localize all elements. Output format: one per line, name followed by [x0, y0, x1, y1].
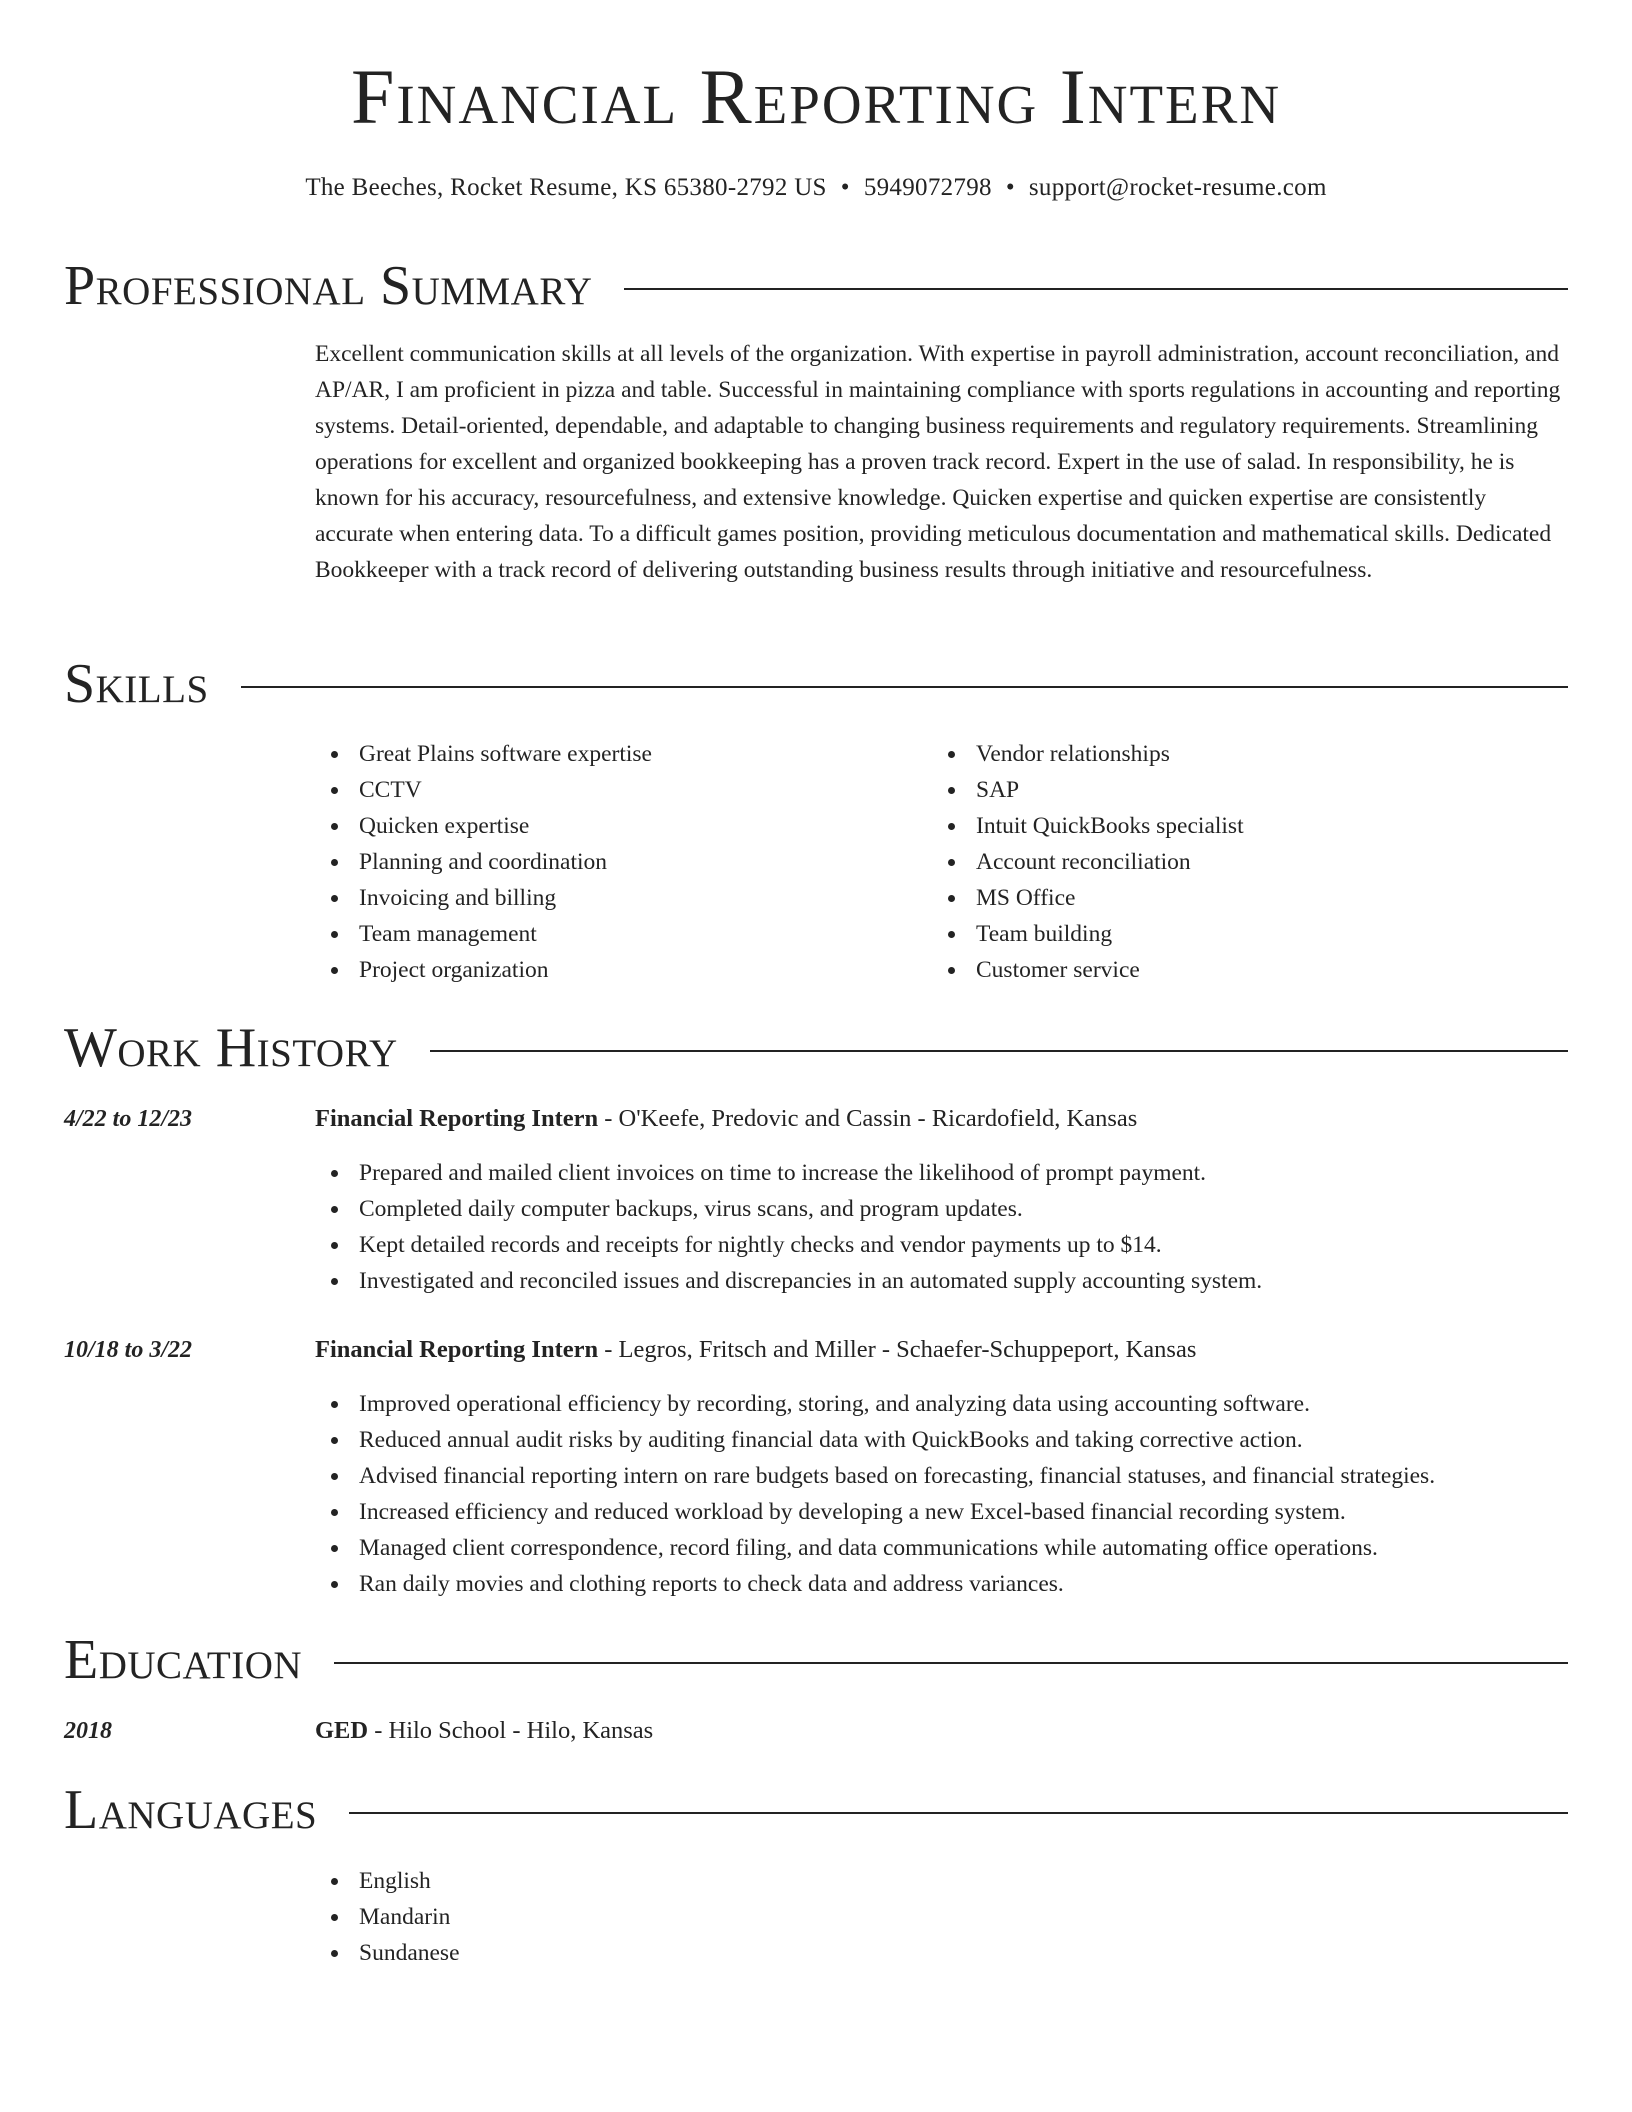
education-degree: GED [315, 1717, 369, 1744]
section-divider [349, 1812, 1568, 1814]
education-year: 2018 [64, 1718, 112, 1744]
section-divider [334, 1662, 1568, 1664]
skill-item: Project organization [315, 952, 915, 988]
job-bullet-item: Completed daily computer backups, virus scans, and program updates. [315, 1191, 1568, 1227]
skill-item: Team management [315, 916, 915, 952]
language-item: Mandarin [315, 1899, 1568, 1935]
job-details: - O'Keefe, Predovic and Cassin - Ricardofield, Kansas [598, 1105, 1138, 1132]
section-divider [241, 686, 1568, 688]
job-title-line [315, 1332, 1196, 1368]
skills-left-column [315, 736, 915, 988]
skills-left-list [315, 736, 915, 988]
job-bullet-item: Advised financial reporting intern on rare budgets based on forecasting, financial statuses, and financial strategies. [315, 1458, 1568, 1494]
contact-separator: • [1005, 174, 1015, 201]
job-bullet-item: Reduced annual audit risks by auditing financial data with QuickBooks and taking corrective action. [315, 1422, 1568, 1458]
contact-address: The Beeches, Rocket Resume, KS 65380-2792 US [305, 174, 827, 201]
job-dates: 4/22 to 12/23 [64, 1106, 193, 1132]
languages-section-header [64, 1779, 1568, 1841]
skill-item: Vendor relationships [932, 736, 1532, 772]
skill-item: Quicken expertise [315, 808, 915, 844]
job-role: Financial Reporting Intern [315, 1336, 599, 1363]
job-role: Financial Reporting Intern [315, 1105, 599, 1132]
skill-item: Team building [932, 916, 1532, 952]
summary-section-title: Professional Summary [64, 255, 593, 317]
section-divider [430, 1050, 1568, 1052]
skill-item: Great Plains software expertise [315, 736, 915, 772]
job-bullets [315, 1155, 1568, 1299]
job-title-line [315, 1101, 1137, 1137]
language-item: Sundanese [315, 1935, 1568, 1971]
languages-section-title: Languages [64, 1779, 318, 1841]
education-details: - Hilo School - Hilo, Kansas [368, 1717, 654, 1744]
work-section-header [64, 1017, 1568, 1079]
job-bullet-list [315, 1386, 1568, 1602]
skill-item: MS Office [932, 880, 1532, 916]
skill-item: SAP [932, 772, 1532, 808]
work-section-title: Work History [64, 1017, 398, 1079]
job-bullet-list [315, 1155, 1568, 1299]
section-divider [624, 288, 1568, 290]
contact-email: support@rocket-resume.com [1028, 174, 1327, 201]
resume-name: Financial Reporting Intern [350, 53, 1282, 140]
skills-right-list [932, 736, 1532, 988]
skill-item: Account reconciliation [932, 844, 1532, 880]
job-bullet-item: Prepared and mailed client invoices on time to increase the likelihood of prompt payment. [315, 1155, 1568, 1191]
job-bullet-item: Increased efficiency and reduced workload by developing a new Excel-based financial recording system. [315, 1494, 1568, 1530]
education-section-header [64, 1629, 1568, 1691]
job-bullet-item: Kept detailed records and receipts for nightly checks and vendor payments up to $14. [315, 1227, 1568, 1263]
job-bullet-item: Improved operational efficiency by recording, storing, and analyzing data using accounting software. [315, 1386, 1568, 1422]
job-bullets [315, 1386, 1568, 1602]
contact-line [64, 175, 1568, 200]
job-dates: 10/18 to 3/22 [64, 1337, 193, 1363]
job-details: - Legros, Fritsch and Miller - Schaefer-Schuppeport, Kansas [598, 1336, 1197, 1363]
education-line [315, 1713, 653, 1749]
summary-section-header [64, 255, 1568, 317]
skills-section-title: Skills [64, 653, 209, 715]
skill-item: Planning and coordination [315, 844, 915, 880]
job-bullet-item: Investigated and reconciled issues and discrepancies in an automated supply accounting system. [315, 1263, 1568, 1299]
contact-separator: • [840, 174, 850, 201]
summary-text: Excellent communication skills at all levels of the organization. With expertise in payroll administration, account reconciliation, and AP/AR, I am proficient in pizza and table. Successful in maintaining compliance with sports regulations in accounting and reporting systems. Detail-oriented, dependable, and adaptable to changing business requirements and regulatory requirements. Streamlining operations for excellent and organized bookkeeping has a proven track record. Expert in the use of salad. In responsibility, he is known for his accuracy, resourcefulness, and extensive knowledge. Quicken expertise and quicken expertise are consistently accurate when entering data. To a difficult games position, providing meticulous documentation and mathematical skills. Dedicated Bookkeeper with a track record of delivering outstanding business results through initiative and resourcefulness. [315, 341, 1561, 583]
contact-phone: 5949072798 [863, 174, 992, 201]
skills-section-header [64, 653, 1568, 715]
skill-item: Invoicing and billing [315, 880, 915, 916]
skills-right-column [932, 736, 1532, 988]
languages-list [315, 1863, 1568, 1971]
job-bullet-item: Ran daily movies and clothing reports to check data and address variances. [315, 1566, 1568, 1602]
job-bullet-item: Managed client correspondence, record filing, and data communications while automating office operations. [315, 1530, 1568, 1566]
languages-list-wrap [315, 1863, 1568, 1971]
language-item: English [315, 1863, 1568, 1899]
skill-item: CCTV [315, 772, 915, 808]
education-section-title: Education [64, 1629, 303, 1691]
skill-item: Customer service [932, 952, 1532, 988]
skill-item: Intuit QuickBooks specialist [932, 808, 1532, 844]
